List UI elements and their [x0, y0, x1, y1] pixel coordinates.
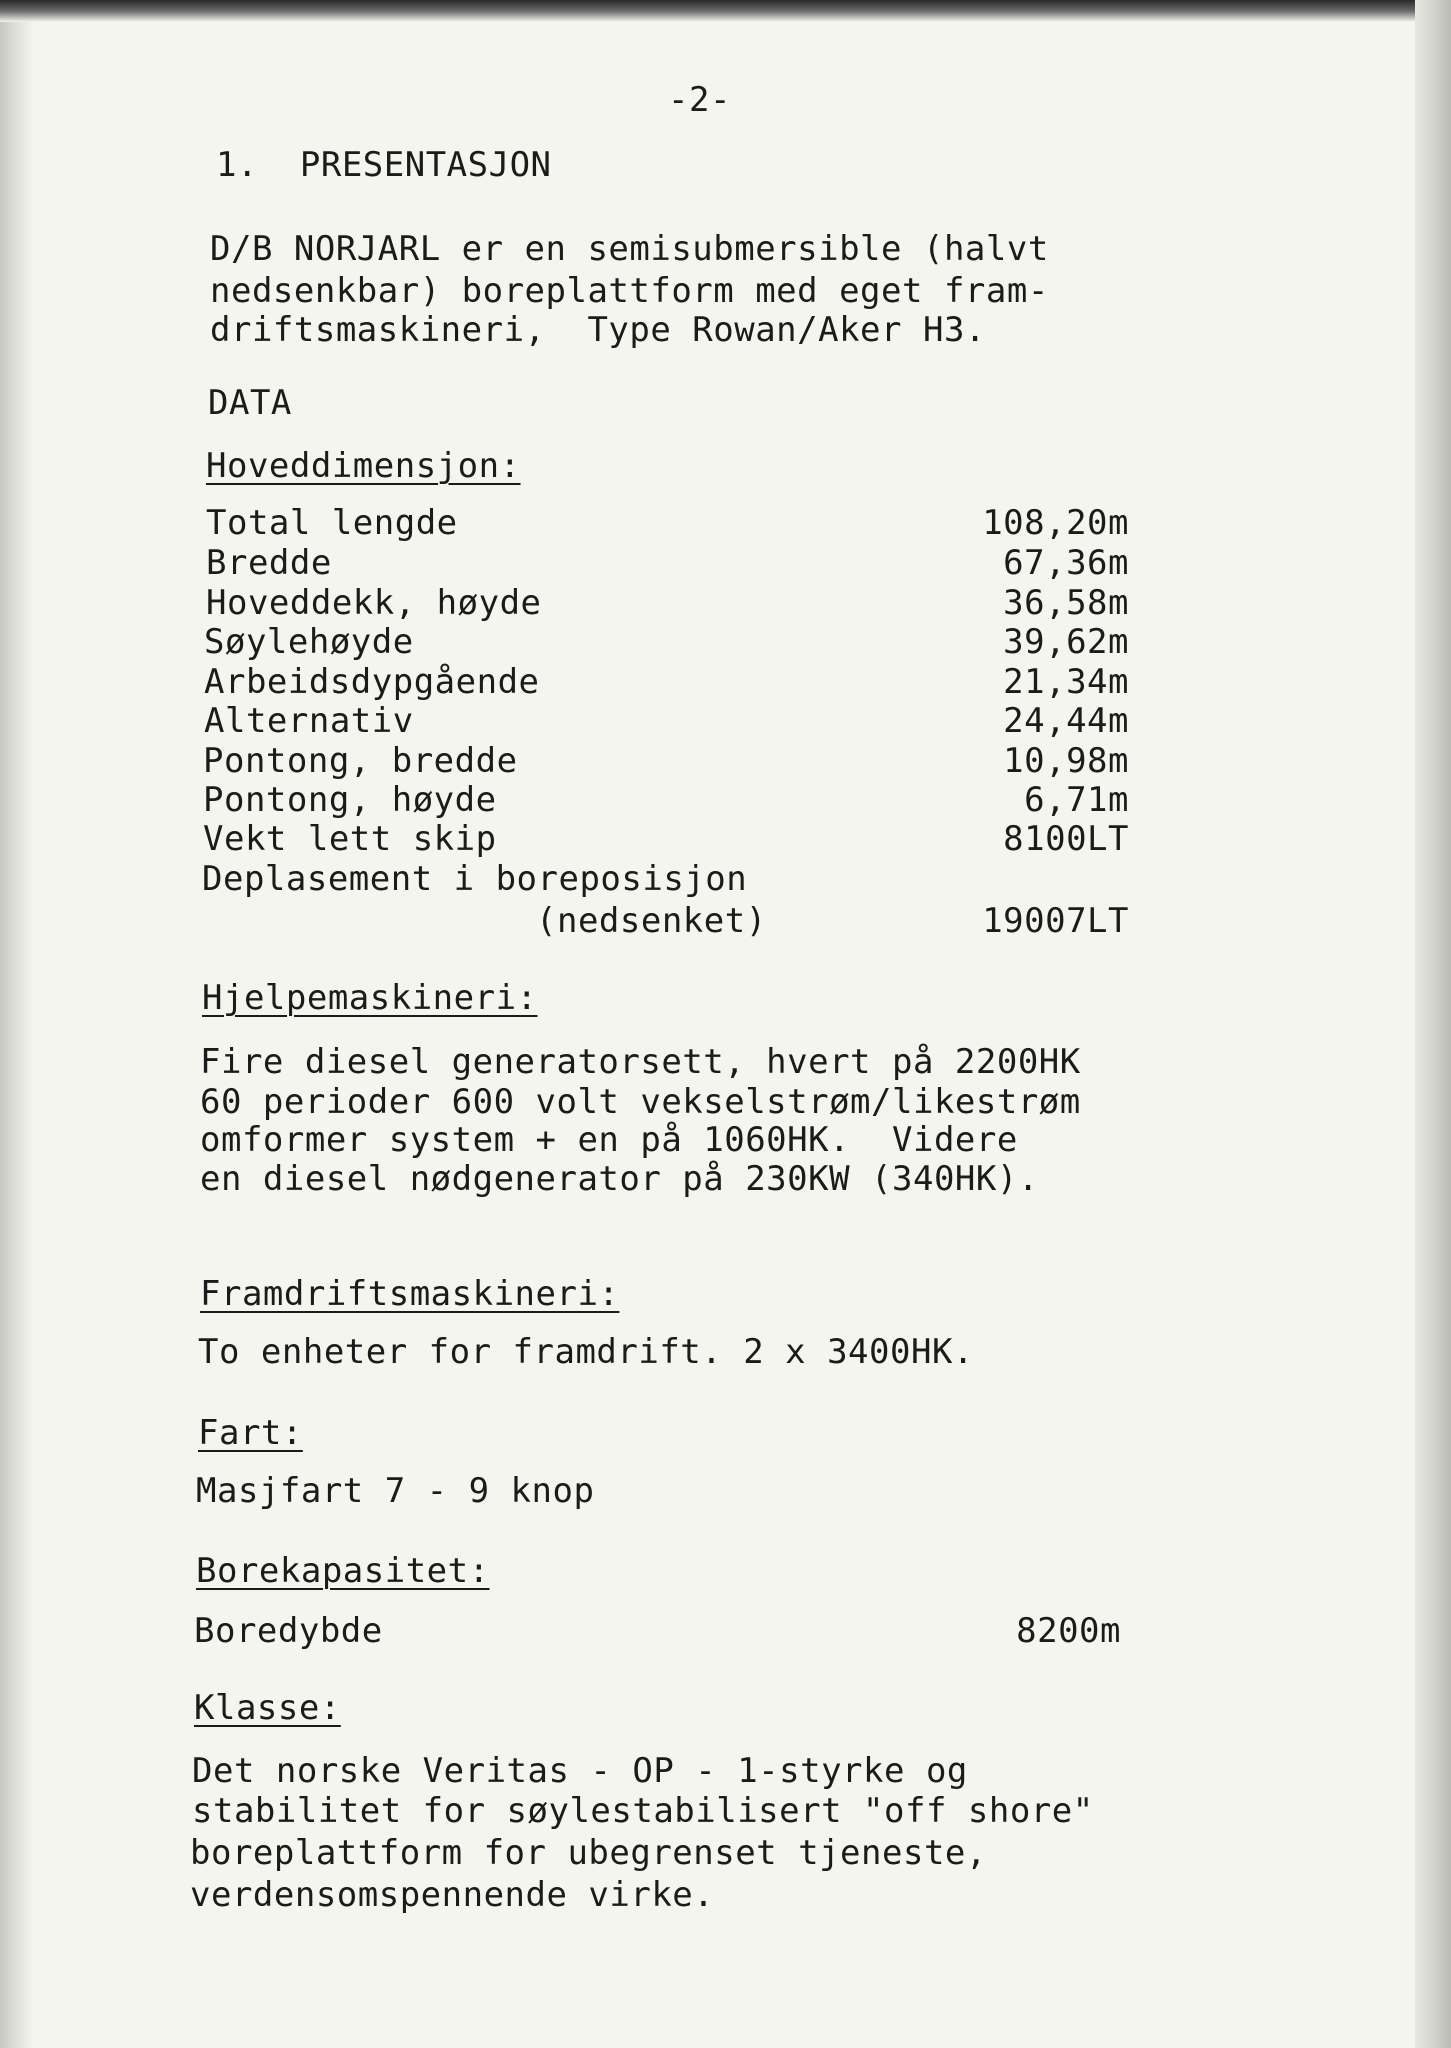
class-line-1: Det norske Veritas - OP - 1-styrke og	[192, 1751, 968, 1791]
speed-text: Masjfart 7 - 9 knop	[196, 1471, 595, 1511]
dimension-row	[0, 901, 1451, 941]
dimension-value: 6,71m	[1024, 780, 1129, 820]
page-number: -2-	[668, 80, 731, 120]
dimension-value: 24,44m	[1003, 701, 1129, 741]
dimension-row	[0, 662, 1451, 702]
drilling-row	[0, 1611, 1451, 1651]
propulsion-text: To enheter for framdrift. 2 x 3400HK.	[198, 1332, 974, 1372]
intro-line-3: driftsmaskineri, Type Rowan/Aker H3.	[210, 310, 986, 350]
dimension-label: Pontong, bredde	[203, 741, 518, 781]
dimension-value: 39,62m	[1003, 622, 1129, 662]
dimension-label: (nedsenket)	[536, 901, 767, 941]
intro-line-2: nedsenkbar) boreplattform med eget fram-	[210, 271, 1049, 311]
class-heading: Klasse:	[194, 1688, 341, 1728]
dimension-value: 36,58m	[1003, 583, 1129, 623]
dimension-label: Søylehøyde	[204, 622, 414, 662]
dimension-label: Arbeidsdypgående	[204, 662, 540, 702]
dimension-row	[0, 583, 1451, 623]
dimension-label: Total lengde	[206, 503, 458, 543]
dimension-row	[0, 859, 1451, 899]
drilling-label: Boredybde	[194, 1611, 383, 1651]
aux-machinery-line-2: 60 perioder 600 volt vekselstrøm/likestrøm	[200, 1082, 1081, 1122]
dimension-row	[0, 780, 1451, 820]
aux-machinery-line-1: Fire diesel generatorsett, hvert på 2200HK	[200, 1042, 1081, 1082]
aux-machinery-line-3: omformer system + en på 1060HK. Videre	[200, 1120, 1018, 1160]
dimension-row	[0, 622, 1451, 662]
dimension-label: Deplasement i boreposisjon	[202, 859, 748, 899]
class-line-2: stabilitet for søylestabilisert "off shore"	[192, 1791, 1094, 1831]
data-label: DATA	[208, 383, 292, 423]
dimension-value: 10,98m	[1003, 741, 1129, 781]
aux-machinery-heading: Hjelpemaskineri:	[202, 978, 538, 1018]
dimension-value: 108,20m	[982, 503, 1129, 543]
dimension-label: Bredde	[206, 543, 332, 583]
dimension-row	[0, 741, 1451, 781]
section-title: 1. PRESENTASJON	[216, 145, 552, 185]
dimension-row	[0, 819, 1451, 859]
dimension-row	[0, 701, 1451, 741]
dimension-value: 67,36m	[1003, 543, 1129, 583]
dimension-label: Alternativ	[204, 701, 414, 741]
dimension-label: Pontong, høyde	[203, 780, 497, 820]
main-dimensions-heading: Hoveddimensjon:	[206, 446, 521, 486]
dimension-value: 19007LT	[982, 901, 1129, 941]
dimension-label: Vekt lett skip	[203, 819, 497, 859]
propulsion-heading: Framdriftsmaskineri:	[200, 1274, 620, 1314]
drilling-heading: Borekapasitet:	[196, 1551, 490, 1591]
speed-heading: Fart:	[198, 1413, 303, 1453]
intro-line-1: D/B NORJARL er en semisubmersible (halvt	[210, 229, 1049, 269]
dimension-row	[0, 503, 1451, 543]
dimension-value: 21,34m	[1003, 662, 1129, 702]
aux-machinery-line-4: en diesel nødgenerator på 230KW (340HK).	[200, 1159, 1039, 1199]
class-line-4: verdensomspennende virke.	[190, 1875, 715, 1915]
dimension-value: 8100LT	[1003, 819, 1129, 859]
dimension-label: Hoveddekk, høyde	[206, 583, 542, 623]
dimension-row	[0, 543, 1451, 583]
class-line-3: boreplattform for ubegrenset tjeneste,	[190, 1833, 987, 1873]
drilling-value: 8200m	[1016, 1611, 1121, 1651]
